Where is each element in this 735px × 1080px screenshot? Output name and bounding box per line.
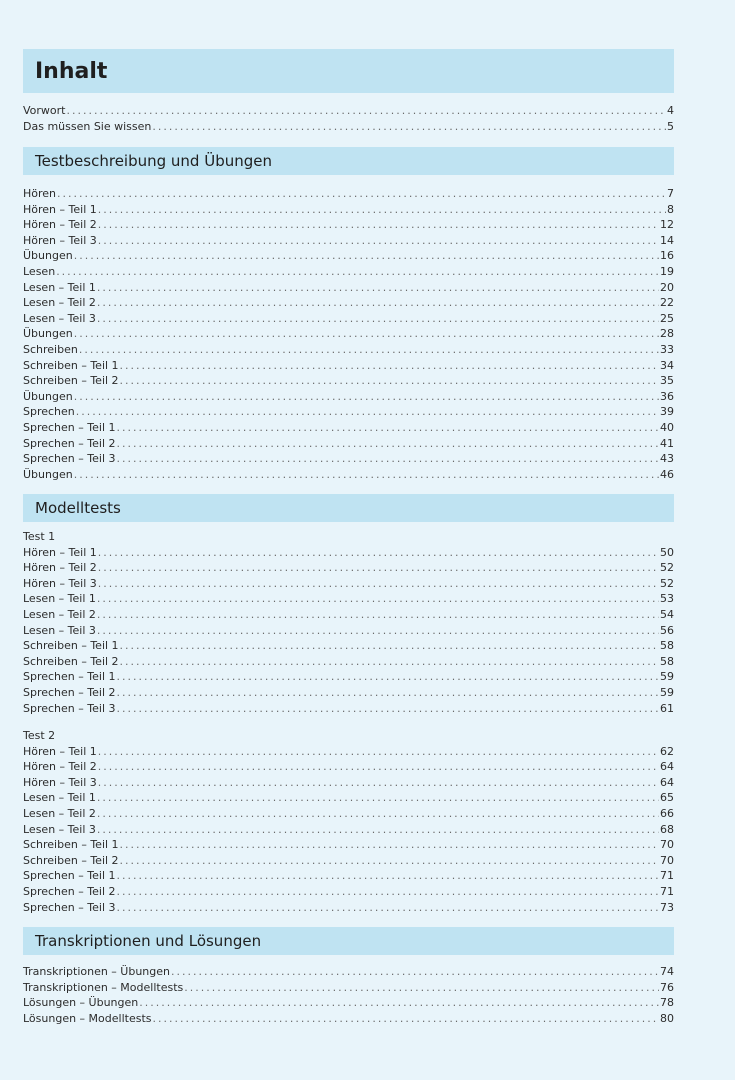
toc-entry-label: Sprechen – Teil 3 — [23, 900, 116, 914]
dot-leader — [120, 638, 659, 654]
toc-entry-page: 58 — [660, 639, 674, 653]
toc-entry-page: 33 — [660, 342, 674, 356]
toc-entry-label: Hören – Teil 1 — [23, 202, 97, 216]
dot-leader — [98, 744, 659, 760]
toc-entry[interactable] — [23, 790, 674, 806]
toc-entry-page: 56 — [660, 623, 674, 637]
toc-entry-label: Schreiben – Teil 2 — [23, 853, 119, 867]
toc-entry[interactable] — [23, 436, 674, 452]
toc-entry-page: 62 — [660, 744, 674, 758]
toc-entry-label: Sprechen – Teil 3 — [23, 701, 116, 715]
section-list-transkriptionen — [23, 964, 674, 1026]
toc-entry[interactable] — [23, 638, 674, 654]
toc-entry-page: 46 — [660, 467, 674, 481]
toc-entry-label: Schreiben — [23, 342, 78, 356]
toc-entry-label: Hören – Teil 3 — [23, 576, 97, 590]
dot-leader — [97, 591, 659, 607]
toc-entry-label: Schreiben – Teil 2 — [23, 654, 119, 668]
toc-entry-page: 71 — [660, 869, 674, 883]
dot-leader — [117, 451, 660, 467]
dot-leader — [98, 576, 659, 592]
toc-entry-page: 66 — [660, 806, 674, 820]
section-heading-transkriptionen: Transkriptionen und Lösungen — [23, 927, 674, 955]
dot-leader — [120, 358, 659, 374]
dot-leader — [120, 837, 659, 853]
toc-entry-label: Lesen – Teil 2 — [23, 806, 96, 820]
toc-entry[interactable] — [23, 420, 674, 436]
dot-leader — [57, 186, 666, 202]
toc-entry[interactable] — [23, 358, 674, 374]
toc-entry-page: 64 — [660, 760, 674, 774]
dot-leader — [117, 685, 660, 701]
toc-entry-page: 43 — [660, 452, 674, 466]
toc-entry-label: Sprechen – Teil 1 — [23, 869, 116, 883]
toc-entry-label: Vorwort — [23, 104, 66, 117]
dot-leader — [139, 995, 659, 1011]
toc-entry-page: 5 — [667, 119, 674, 133]
toc-entry[interactable] — [23, 264, 674, 280]
toc-entry-page: 8 — [667, 202, 674, 216]
toc-entry-label: Übungen — [23, 327, 73, 341]
toc-entry-page: 74 — [660, 965, 674, 978]
toc-entry[interactable] — [23, 775, 674, 791]
toc-entry-page: 19 — [660, 264, 674, 278]
dot-leader — [117, 900, 660, 916]
toc-entry-label: Das müssen Sie wissen — [23, 119, 152, 133]
toc-entry[interactable] — [23, 404, 674, 420]
toc-entry-label: Lesen – Teil 3 — [23, 822, 96, 836]
toc-entry[interactable] — [23, 451, 674, 467]
dot-leader — [97, 806, 659, 822]
toc-entry[interactable] — [23, 295, 674, 311]
toc-entry[interactable] — [23, 744, 674, 760]
toc-entry[interactable] — [23, 995, 674, 1011]
section-list-testbeschreibung — [23, 186, 674, 482]
toc-entry-page: 61 — [660, 701, 674, 715]
toc-entry[interactable] — [23, 900, 674, 916]
toc-entry[interactable] — [23, 233, 674, 249]
toc-entry-label: Hören – Teil 2 — [23, 218, 97, 232]
toc-entry-page: 16 — [660, 249, 674, 263]
toc-entry-label: Sprechen – Teil 3 — [23, 452, 116, 466]
toc-entry-page: 40 — [660, 420, 674, 434]
dot-leader — [56, 264, 659, 280]
toc-entry-label: Hören – Teil 2 — [23, 561, 97, 575]
toc-entry[interactable] — [23, 560, 674, 576]
toc-entry[interactable] — [23, 576, 674, 592]
toc-entry-page: 78 — [660, 996, 674, 1010]
toc-entry[interactable] — [23, 389, 674, 405]
toc-entry-page: 58 — [660, 654, 674, 668]
toc-entry[interactable] — [23, 342, 674, 358]
toc-entry-page: 52 — [660, 576, 674, 590]
group-list-test-1 — [23, 529, 674, 716]
toc-entry-label: Übungen — [23, 467, 73, 481]
toc-entry-label: Lesen – Teil 1 — [23, 791, 96, 805]
toc-entry-label: Lesen – Teil 3 — [23, 623, 96, 637]
toc-entry[interactable] — [23, 248, 674, 264]
toc-entry-page: 7 — [667, 187, 674, 200]
toc-entry-label: Sprechen – Teil 1 — [23, 420, 116, 434]
toc-entry-label: Lösungen – Modelltests — [23, 1011, 152, 1025]
toc-entry[interactable] — [23, 311, 674, 327]
toc-entry[interactable] — [23, 701, 674, 717]
toc-entry-page: 25 — [660, 311, 674, 325]
intro-list — [23, 103, 674, 134]
toc-entry-label: Übungen — [23, 389, 73, 403]
toc-entry-label: Schreiben – Teil 2 — [23, 374, 119, 388]
toc-entry[interactable] — [23, 806, 674, 822]
toc-entry-page: 68 — [660, 822, 674, 836]
toc-entry-page: 59 — [660, 670, 674, 684]
toc-entry-label: Schreiben – Teil 1 — [23, 838, 119, 852]
toc-entry-page: 53 — [660, 592, 674, 606]
toc-entry[interactable] — [23, 623, 674, 639]
toc-entry-label: Hören – Teil 3 — [23, 233, 97, 247]
toc-entry[interactable] — [23, 822, 674, 838]
toc-entry[interactable] — [23, 853, 674, 869]
toc-entry[interactable] — [23, 868, 674, 884]
toc-entry-label: Sprechen – Teil 1 — [23, 670, 116, 684]
dot-leader — [97, 623, 659, 639]
group-label: Test 2 — [23, 729, 56, 742]
dot-leader — [117, 884, 660, 900]
toc-entry[interactable] — [23, 980, 674, 996]
toc-entry[interactable] — [23, 467, 674, 483]
toc-entry-page: 22 — [660, 296, 674, 310]
dot-leader — [98, 560, 659, 576]
dot-leader — [74, 326, 659, 342]
toc-entry-label: Schreiben – Teil 1 — [23, 639, 119, 653]
dot-leader — [98, 775, 659, 791]
dot-leader — [97, 822, 659, 838]
toc-entry[interactable] — [23, 837, 674, 853]
dot-leader — [97, 295, 659, 311]
toc-entry-label: Lesen — [23, 264, 56, 278]
toc-entry-page: 41 — [660, 436, 674, 450]
toc-entry[interactable] — [23, 119, 674, 135]
toc-entry-label: Sprechen – Teil 2 — [23, 884, 116, 898]
toc-entry-page: 80 — [660, 1011, 674, 1025]
dot-leader — [74, 389, 659, 405]
toc-entry-page: 70 — [660, 838, 674, 852]
toc-entry[interactable] — [23, 759, 674, 775]
dot-leader — [120, 853, 659, 869]
toc-entry-page: 64 — [660, 775, 674, 789]
toc-entry-page: 4 — [667, 104, 674, 117]
dot-leader — [97, 790, 659, 806]
toc-entry-page: 28 — [660, 327, 674, 341]
toc-entry-label: Hören – Teil 3 — [23, 775, 97, 789]
toc-entry-page: 50 — [660, 545, 674, 559]
dot-leader — [74, 248, 659, 264]
toc-entry-page: 71 — [660, 884, 674, 898]
toc-entry-page: 20 — [660, 280, 674, 294]
toc-entry-page: 35 — [660, 374, 674, 388]
toc-entry-page: 70 — [660, 853, 674, 867]
toc-entry[interactable] — [23, 545, 674, 561]
toc-entry-label: Lesen – Teil 1 — [23, 592, 96, 606]
toc-entry[interactable] — [23, 373, 674, 389]
dot-leader — [153, 1011, 660, 1027]
dot-leader — [117, 868, 660, 884]
toc-entry[interactable] — [23, 1011, 674, 1027]
group-list-test-2 — [23, 728, 674, 915]
toc-entry-label: Lesen – Teil 2 — [23, 607, 96, 621]
toc-entry-page: 54 — [660, 607, 674, 621]
toc-entry-page: 65 — [660, 791, 674, 805]
toc-entry-page: 73 — [660, 900, 674, 914]
dot-leader — [117, 420, 660, 436]
toc-entry[interactable] — [23, 202, 674, 218]
section-heading-testbeschreibung: Testbeschreibung und Übungen — [23, 147, 674, 175]
toc-entry-label: Sprechen — [23, 405, 75, 419]
toc-entry-label: Lesen – Teil 2 — [23, 296, 96, 310]
toc-entry-label: Sprechen – Teil 2 — [23, 436, 116, 450]
toc-entry-page: 52 — [660, 561, 674, 575]
toc-entry[interactable] — [23, 884, 674, 900]
toc-entry-page: 14 — [660, 233, 674, 247]
dot-leader — [152, 119, 666, 135]
toc-entry[interactable] — [23, 326, 674, 342]
toc-entry-label: Lesen – Teil 3 — [23, 311, 96, 325]
toc-entry-label: Schreiben – Teil 1 — [23, 358, 119, 372]
section-heading-modelltests: Modelltests — [23, 494, 674, 522]
dot-leader — [79, 342, 659, 358]
dot-leader — [98, 202, 666, 218]
dot-leader — [98, 233, 659, 249]
dot-leader — [184, 980, 659, 996]
toc-entry[interactable] — [23, 280, 674, 296]
dot-leader — [171, 964, 659, 980]
toc-entry-page: 34 — [660, 358, 674, 372]
dot-leader — [67, 103, 667, 119]
toc-entry-page: 76 — [660, 980, 674, 994]
toc-entry-label: Lösungen – Übungen — [23, 996, 139, 1010]
toc-entry[interactable] — [23, 217, 674, 233]
dot-leader — [76, 404, 659, 420]
dot-leader — [117, 701, 660, 717]
dot-leader — [97, 607, 659, 623]
dot-leader — [117, 669, 660, 685]
dot-leader — [120, 654, 659, 670]
dot-leader — [98, 545, 659, 561]
dot-leader — [97, 311, 659, 327]
dot-leader — [120, 373, 659, 389]
toc-entry-label: Hören – Teil 2 — [23, 760, 97, 774]
toc-entry[interactable] — [23, 186, 674, 202]
toc-entry-page: 12 — [660, 218, 674, 232]
toc-entry[interactable] — [23, 103, 674, 119]
toc-entry[interactable] — [23, 607, 674, 623]
toc-entry-label: Sprechen – Teil 2 — [23, 685, 116, 699]
toc-entry-page: 36 — [660, 389, 674, 403]
toc-entry-label: Übungen — [23, 249, 73, 263]
dot-leader — [97, 280, 659, 296]
dot-leader — [74, 467, 659, 483]
group-label: Test 1 — [23, 530, 56, 543]
toc-entry-label: Hören – Teil 1 — [23, 744, 97, 758]
dot-leader — [117, 436, 660, 452]
toc-entry-page: 59 — [660, 685, 674, 699]
toc-entry[interactable] — [23, 685, 674, 701]
toc-entry[interactable] — [23, 964, 674, 980]
toc-entry-label: Lesen – Teil 1 — [23, 280, 96, 294]
toc-entry-label: Hören — [23, 187, 57, 200]
toc-entry[interactable] — [23, 669, 674, 685]
toc-entry[interactable] — [23, 591, 674, 607]
dot-leader — [98, 217, 659, 233]
dot-leader — [98, 759, 659, 775]
toc-entry-page: 39 — [660, 405, 674, 419]
toc-entry[interactable] — [23, 654, 674, 670]
toc-entry-label: Transkriptionen – Modelltests — [23, 980, 184, 994]
toc-entry-label: Hören – Teil 1 — [23, 545, 97, 559]
toc-entry-label: Transkriptionen – Übungen — [23, 965, 171, 978]
page-title: Inhalt — [23, 49, 674, 93]
